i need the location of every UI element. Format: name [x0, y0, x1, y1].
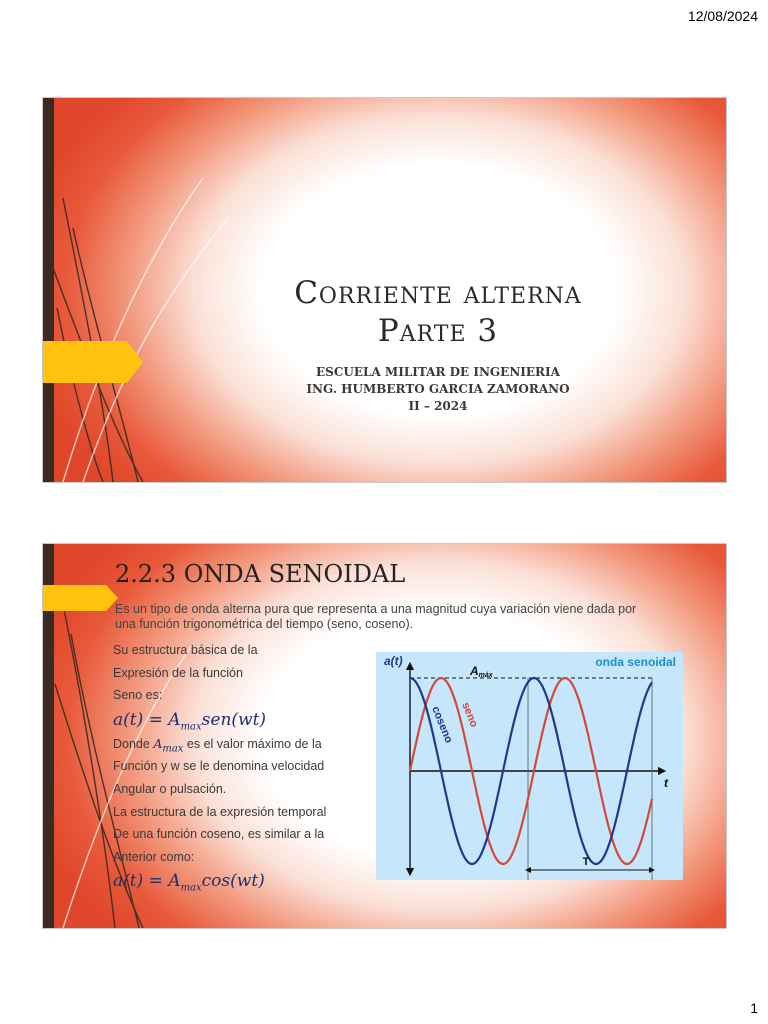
explanation-text — [113, 639, 363, 894]
coseno-label: coseno — [429, 704, 455, 745]
x-axis-label: t — [664, 776, 668, 790]
slide-title — [193, 274, 683, 350]
formula-coseno: $a(t) = A_{max}\cos(wt)$ — [113, 871, 265, 894]
page-date: 12/08/2024 — [687, 8, 758, 24]
subtitle-line-2: ING. HUMBERTO GARCIA ZAMORANO — [306, 382, 570, 396]
slide-title: 2.2.3 ONDA SENOIDAL — [115, 560, 406, 588]
page-number: 1 — [750, 1000, 758, 1016]
text-line: Su estructura básica de la — [113, 643, 258, 657]
text-line: Anterior como: — [113, 849, 195, 864]
intro-paragraph: Es un tipo de onda alterna pura que representa a una magnitud cuya variación viene dada por una función trigonométrica del tiempo (seno, coseno). — [115, 602, 637, 631]
y-axis-label: a(t) — [384, 654, 403, 668]
sine-wave-figure — [376, 652, 683, 880]
title-line-1: Corriente alterna — [294, 275, 582, 311]
wave-plot — [376, 652, 683, 880]
text-line: Función y w se le denomina velocidad — [113, 759, 325, 774]
yellow-tab — [43, 585, 118, 611]
left-dark-bar — [43, 98, 54, 482]
slide-subtitle — [193, 364, 683, 415]
text-line: La estructura de la expresión temporal — [113, 804, 327, 819]
title-line-2: Parte 3 — [377, 313, 499, 349]
text-line: Angular o pulsación. — [113, 781, 227, 796]
text-line: Seno es: — [113, 688, 163, 703]
content-slide — [42, 543, 727, 929]
seno-label: seno — [459, 700, 480, 729]
text-line: De una función coseno, es similar a la — [113, 827, 325, 842]
subtitle-line-1: ESCUELA MILITAR DE INGENIERIA — [316, 365, 560, 379]
formula-seno: $a(t) = A_{max}sen(wt)$ — [113, 709, 267, 733]
figure-title: onda senoidal — [595, 655, 676, 669]
title-slide — [42, 97, 727, 483]
text-line: Donde $A_{max}$ es el valor máximo de la — [113, 735, 322, 755]
yellow-tab — [43, 341, 143, 383]
amax-label: Amáx — [470, 664, 493, 679]
period-label: T — [582, 856, 590, 868]
subtitle-line-3: II – 2024 — [408, 399, 468, 413]
text-line: Expresión de la función — [113, 665, 243, 680]
